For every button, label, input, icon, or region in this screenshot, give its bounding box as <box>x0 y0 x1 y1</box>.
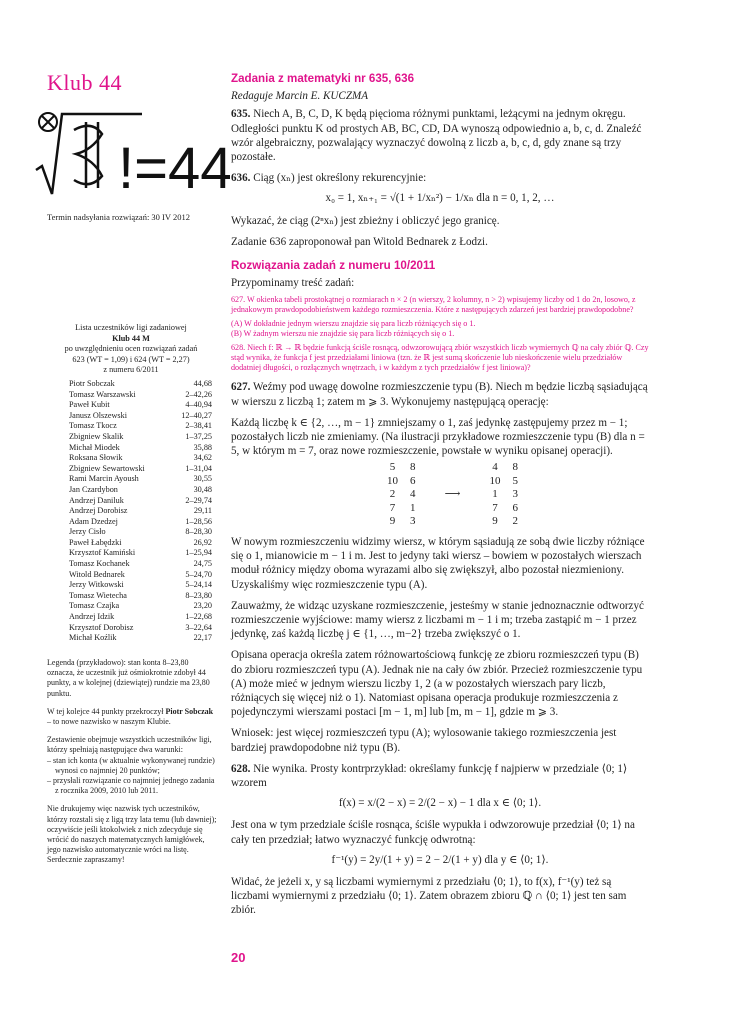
participant-name: Zbigniew Skalik <box>69 431 124 441</box>
participant-score: 1–31,04 <box>185 463 212 473</box>
participant-score: 35,88 <box>193 442 212 452</box>
league-row <box>47 390 215 401</box>
sidebar-notes <box>47 658 217 874</box>
participant-score: 5–24,14 <box>185 580 212 590</box>
legend-note: Legenda (przykładowo): stan konta 8–23,80 oznacza, że uczestnik już ośmiokrotnie zdobył 44 punkty, a w kolejnej (dziewiątej) rundzie ma 23,80 punktu. <box>47 658 210 698</box>
solution-text: Weźmy pod uwagę dowolne rozmieszczenie typu (B). Niech m będzie liczbą sąsiadującą w wierszu z liczbą 1; zatem m ⩾ 3. Wykonujemy następującą operację: <box>231 381 648 408</box>
rule-item: – przysłali rozwiązanie co najmniej jednego zadania z rocznika 2009, 2010 lub 2011. <box>47 776 215 796</box>
league-row <box>47 591 215 602</box>
permutation-cell: 3 <box>410 515 416 528</box>
arrow-cell <box>422 515 484 529</box>
arrow-cell <box>422 475 484 489</box>
participant-score: 1–28,56 <box>185 516 212 526</box>
participant-score: 44,68 <box>193 378 212 388</box>
league-table <box>47 323 215 644</box>
participant-score: 1–22,68 <box>185 612 212 622</box>
participant-name: Jan Czardybon <box>69 484 118 494</box>
participant-name: Witold Bednarek <box>69 569 125 579</box>
participant-name: Michał Miodek <box>69 442 120 452</box>
solution-628-para: Widać, że jeżeli x, y są liczbami wymiernymi z przedziału ⟨0; 1⟩, to f(x), f⁻¹(y) też są liczbami wymiernymi z przedziału ⟨0; 1⟩. Zatem obrazem zbioru ℚ ∩ ⟨0; 1⟩ jest ten sam zbiór. <box>231 876 627 917</box>
participant-score: 29,11 <box>193 506 212 516</box>
participant-name: Andrzej Dorobisz <box>69 506 128 516</box>
participant-score: 22,17 <box>193 633 212 643</box>
permutation-row <box>381 475 524 489</box>
participant-name: Tomasz Tkocz <box>69 421 117 431</box>
participant-name: Tomasz Kochanek <box>69 559 130 569</box>
logo-graphic <box>34 110 230 200</box>
league-row <box>47 538 215 549</box>
participant-score: 8–28,30 <box>185 527 212 537</box>
solution-number: 628. <box>231 762 251 775</box>
permutation-cell: 2 <box>389 488 396 501</box>
permutation-cell: 10 <box>387 474 398 487</box>
participant-name: Piotr Sobczak <box>69 378 115 388</box>
record-note <box>47 707 217 727</box>
rule-item: – stan ich konta (w aktualnie wykonywanej rundzie) wynosi co najmniej 20 punktów; <box>47 755 215 775</box>
participant-name: Tomasz Wietecha <box>69 590 127 600</box>
problem-number: 635. <box>231 108 251 121</box>
league-row <box>47 453 215 464</box>
problem-number: 636. <box>231 172 251 185</box>
participant-score: 2–38,41 <box>185 421 212 431</box>
participant-name: Adam Dzedzej <box>69 516 118 526</box>
permutation-cell: 1 <box>492 488 498 501</box>
permutation-cell: 6 <box>512 501 518 514</box>
participant-name: Rami Marcin Ayoush <box>69 474 139 484</box>
arrow-cell: ⟶ <box>444 488 461 501</box>
permutation-cell: 2 <box>512 515 518 528</box>
record-text: – to nowe nazwisko w naszym Klubie. <box>47 717 171 727</box>
permutation-cell: 1 <box>410 501 416 514</box>
problem-author: Zadanie 636 zaproponował pan Witold Bednarek z Łodzi. <box>231 235 488 248</box>
permutation-row <box>381 461 524 475</box>
permutation-cell: 9 <box>492 515 498 528</box>
reminder-line: Przypominamy treść zadań: <box>231 277 355 290</box>
closing-note: Nie drukujemy więc nazwisk tych uczestników, którzy rozstali się z ligą trzy lata temu (lub dawniej); oczywiście jeśli ktokolwiek z nich zdecyduje się wrócić do naszych matematycznych łamigłówek, jego nazwisko automatycznie wróci na listę. Serdecznie zapraszamy! <box>47 804 217 865</box>
league-header-line: z numeru 6/2011 <box>103 365 159 375</box>
arrow-cell <box>422 461 484 475</box>
participant-name: Andrzej Idzik <box>69 612 115 622</box>
equation: f(x) = x/(2 − x) = 2/(2 − x) − 1 dla x ∈ ⟨0; 1⟩. <box>338 797 542 810</box>
permutation-row <box>381 515 524 529</box>
participant-name: Janusz Olszewski <box>69 410 127 420</box>
participant-score: 3–22,64 <box>185 622 212 632</box>
league-row <box>47 474 215 485</box>
permutation-cell: 4 <box>492 461 498 474</box>
tasks-heading: Zadania z matematyki nr 635, 636 <box>231 72 415 85</box>
participant-name: Tomasz Czajka <box>69 601 120 611</box>
league-row <box>47 580 215 591</box>
participant-name: Zbigniew Sewartowski <box>69 463 145 473</box>
permutation-cell: 3 <box>512 488 518 501</box>
league-row <box>47 570 215 581</box>
participant-name: Michał Koźlik <box>69 633 117 643</box>
league-row <box>47 432 215 443</box>
page-number: 20 <box>231 950 246 965</box>
solution-627-para: Zauważmy, że widząc uzyskane rozmieszczenie, jesteśmy w stanie jednoznacznie odtworzyć rozmieszczenie wyjściowe: mamy wiersz z liczbami m − 1 i m; trzeba zastąpić m − 1 przez jedynkę, zaś każdą liczbę j ∈ {1, …, m−2} trzeba zwiększyć o 1. <box>231 599 644 641</box>
permutation-cell: 6 <box>410 474 416 487</box>
participant-name: Krzysztof Kamiński <box>69 548 136 558</box>
permutation-cell: 5 <box>389 461 396 474</box>
participant-score: 5–24,70 <box>185 569 212 579</box>
problem-text: Ciąg (xₙ) jest określony rekurencyjnie: <box>253 172 427 185</box>
participant-name: Jerzy Cisło <box>69 527 106 537</box>
participant-score: 4–40,94 <box>185 400 212 410</box>
league-row <box>47 464 215 475</box>
solution-627-para: Opisana operacja określa zatem różnowartościową funkcję ze zbioru rozmieszczeń typu (B) do zbioru rozmieszczeń typu (A). Jednak nie na cały ów zbiór. Przecież rozmieszczenie typu (A) może mieć w jednym wierszu liczby 1, 2 (a w pozostałych wierszach pary liczb, różniących się więcej niż o 1). Natomiast opisana operacja produkuje rozmieszczenia z pojedynczymi wierszami postaci [m − 1, m] lub [m, m − 1], gdzie m ⩾ 3. <box>231 649 643 719</box>
league-row <box>47 548 215 559</box>
solutions-heading: Rozwiązania zadań z numeru 10/2011 <box>231 259 436 273</box>
league-row <box>47 612 215 623</box>
league-row <box>47 443 215 454</box>
equation: x₀ = 1, xₙ₊₁ = √(1 + 1/xₙ²) − 1/xₙ dla n = 0, 1, 2, … <box>325 192 555 205</box>
permutation-cell: 7 <box>492 501 498 514</box>
permutation-cell: 8 <box>512 461 518 474</box>
participant-score: 12–40,27 <box>181 410 212 420</box>
solution-627-para: W nowym rozmieszczeniu widzimy wiersz, w którym sąsiadują ze sobą dwie liczby różniące się o 1, mianowicie m − 1 i m. Jest to jedyny taki wiersz – bowiem w pozostałych wierszach moduł różnicy między oboma wyrazami albo się zwiększył, albo pozostał niezmieniony. Uzyskaliśmy więc rozmieszczenie typu (A). <box>231 535 645 591</box>
league-row <box>47 411 215 422</box>
participant-name: Paweł Kubit <box>69 400 110 410</box>
record-name: Piotr Sobczak <box>165 706 214 716</box>
participant-name: Roksana Słowik <box>69 453 123 463</box>
league-row <box>47 633 215 644</box>
rules-intro: Zestawienie obejmuje wszystkich uczestników ligi, którzy spełniają następujące dwa warunki: <box>47 735 212 755</box>
participant-name: Paweł Łabędzki <box>69 537 122 547</box>
problem-text: Niech A, B, C, D, K będą pięcioma różnymi punktami, leżącymi na jednym okręgu. Odległości punktu K od prostych AB, BC, CD, DA wynoszą odpowiednio a, b, c, d. Znaleźć wzór algebraiczny, pozwalający wyznaczyć dowolną z liczb a, b, c, d, gdy znane są trzy pozostałe. <box>231 108 642 164</box>
equation: f⁻¹(y) = 2y/(1 + y) = 2 − 2/(1 + y) dla y ∈ ⟨0; 1⟩. <box>331 853 549 866</box>
problem-635 <box>231 107 649 164</box>
league-row <box>47 527 215 538</box>
league-row <box>47 400 215 411</box>
participant-score: 23,20 <box>193 601 212 611</box>
problem-636 <box>231 171 649 185</box>
club-logo <box>34 110 230 200</box>
solution-628-para: Jest ona w tym przedziale ściśle rosnąca, ściśle wypukła i odwzorowuje przedział ⟨0; 1⟩ na cały ten przedział; łatwo wyznaczyć funkcję odwrotną: <box>231 819 635 846</box>
league-header-line: Klub 44 M <box>112 333 150 343</box>
permutation-cell: 5 <box>512 474 518 487</box>
league-row <box>47 506 215 517</box>
solution-627-step: Każdą liczbę k ∈ {2, …, m − 1} zmniejszamy o 1, zaś jedynkę zastępujemy przez m − 1; pozostałych liczb nie zmieniamy. (Na ilustracji przykładowe rozmieszczenie typu (B) dla n = 5, w którym m = 7, oraz nowe rozmieszczenie, powstałe w wyniku opisanej operacji). <box>231 416 645 458</box>
participant-score: 30,55 <box>193 474 212 484</box>
reminder-627-a: (A) W dokładnie jednym wierszu znajdzie się para liczb różniących się o 1. <box>231 319 476 329</box>
league-header-line: po uwzględnieniu ocen rozwiązań zadań <box>64 344 198 354</box>
participant-name: Krzysztof Dorobisz <box>69 622 134 632</box>
league-row <box>47 485 215 496</box>
participant-name: Andrzej Daniluk <box>69 495 124 505</box>
participant-score: 34,62 <box>193 453 212 463</box>
participant-score: 8–23,80 <box>185 590 212 600</box>
solution-628 <box>231 762 649 790</box>
league-rows <box>47 379 215 644</box>
club-title: Klub 44 <box>47 70 122 95</box>
record-text: W tej kolejce 44 punkty przekroczył <box>47 706 164 716</box>
permutation-illustration <box>381 461 524 529</box>
league-row <box>47 559 215 570</box>
editor-line: Redaguje Marcin E. KUCZMA <box>231 90 369 103</box>
permutation-row <box>381 502 524 516</box>
league-row <box>47 601 215 612</box>
participant-score: 24,75 <box>193 559 212 569</box>
league-row <box>47 496 215 507</box>
reminder-627-b: (B) W żadnym wierszu nie znajdzie się para liczb różniących się o 1. <box>231 329 455 339</box>
permutation-row <box>381 488 524 502</box>
permutation-cell: 4 <box>410 488 416 501</box>
league-row <box>47 379 215 390</box>
deadline-note: Termin nadsyłania rozwiązań: 30 IV 2012 <box>47 212 190 222</box>
league-row <box>47 517 215 528</box>
solution-627-conclusion: Wniosek: jest więcej rozmieszczeń typu (A); wylosowanie takiego rozmieszczenia jest bardziej prawdopodobne niż typu (B). <box>231 727 617 754</box>
participant-score: 26,92 <box>193 537 212 547</box>
participant-score: 1–25,94 <box>185 548 212 558</box>
arrow-cell <box>422 502 484 516</box>
participant-score: 2–42,26 <box>185 389 212 399</box>
solution-627 <box>231 380 649 408</box>
participant-score: 30,48 <box>193 484 212 494</box>
permutation-cell: 7 <box>389 501 396 514</box>
league-row <box>47 421 215 432</box>
reminder-627: 627. W okienka tabeli prostokątnej o rozmiarach n × 2 (n wierszy, 2 kolumny, n > 2) wpisujemy liczby od 1 do 2n, losowo, z jednakowym prawdopodobieństwem każdego rozmieszczenia. Które z następujących zdarzeń jest bardziej prawdopodobne? <box>231 295 636 315</box>
permutation-cell: 8 <box>410 461 416 474</box>
participant-score: 2–29,74 <box>185 495 212 505</box>
permutation-cell: 10 <box>489 474 501 487</box>
league-header-line: 623 (WT = 1,09) i 624 (WT = 2,27) <box>72 354 190 364</box>
league-row <box>47 623 215 634</box>
participant-name: Tomasz Warszawski <box>69 389 136 399</box>
main-column <box>231 72 649 925</box>
logo-text: !=44 <box>118 136 230 200</box>
participant-score: 1–37,25 <box>185 431 212 441</box>
permutation-cell: 9 <box>389 515 396 528</box>
solution-text: Nie wynika. Prosty kontrprzykład: określamy funkcję f najpierw w przedziale ⟨0; 1⟩ wzorem <box>231 762 628 789</box>
reminder-628: 628. Niech f: ℝ → ℝ będzie funkcją ściśle rosnącą, odwzorowującą zbiór wszystkich liczb wymiernych ℚ na cały zbiór ℚ. Czy stąd wynika, że funkcja f jest przedziałami liniowa (tzn. że ℝ jest sumą skończenie lub nieskończenie wielu przedziałów dodatniej długości, o rozłącznych wnętrzach, i w każdym z tych przedziałów f jest liniowa)? <box>231 343 649 373</box>
solution-number: 627. <box>231 381 251 394</box>
problem-636-tail: Wykazać, że ciąg (2ⁿxₙ) jest zbieżny i obliczyć jego granicę. <box>231 214 500 227</box>
league-header-line: Lista uczestników ligi zadaniowej <box>75 323 187 332</box>
participant-name: Jerzy Witkowski <box>69 580 124 590</box>
